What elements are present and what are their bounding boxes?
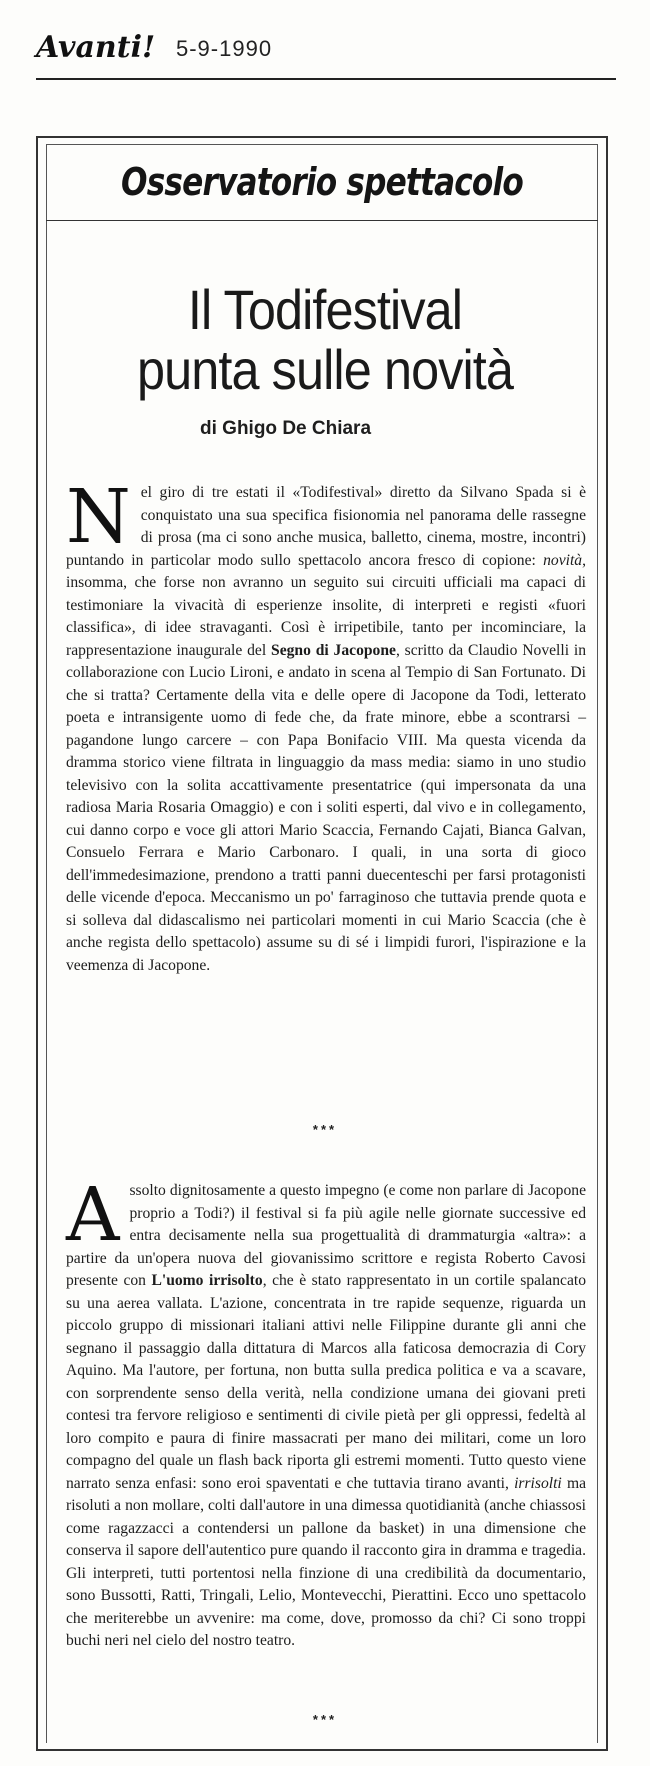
section-separator: *** xyxy=(312,1712,338,1727)
emphasis-text: irrisolti xyxy=(514,1474,562,1492)
paragraph-text: , che è stato rappresentato in un cortile spalancato su una aerea vallata. L'azione, concentrata in tre rapide sequenze, riguarda un piccolo gruppo di missionari italiani attivi nelle Filippine durante gli anni che segnano il passaggio dalla dittatura di Marcos alla faticosa democrazia di Cory Aquino. Ma l'autore, per fortuna, non butta sulla predica politica e va a scavare, con sorprendente senso della verità, nella condizione umana dei giovani preti contesi tra fervore religioso e sentimenti di civile pietà per gli oppressi, fedeltà al loro compito e paura di finire massacrati per mano dei militari, come un loro compagno del quale un flash back riporta gli estremi momenti. Tutto questo viene narrato senza enfasi: sono eroi spaventati e che tuttavia tirano avanti, xyxy=(66,1272,587,1492)
article-paragraph-1 xyxy=(66,474,586,977)
play-title: L'uomo irrisolto xyxy=(151,1272,263,1289)
paragraph-text: ssolto dignitosamente a questo impegno (e come non parlare di Jacopone proprio a Todi?) il festival si fa più agile nelle giornate successive ed entra decisamente nella sua progettualità di drammaturgia «altra»: a partire da un'opera nuova del giovanissimo scrittore e regista Roberto Cavosi presente con xyxy=(66,1182,586,1289)
headline-line-1: Il Todifestival xyxy=(187,278,463,341)
paragraph-text: , scritto da Claudio Novelli in collaborazione con Lucio Lironi, e andato in scena al Tempio di San Fortunato. Di che si tratta? Certamente della vita e delle opere di Jacopone da Todi, letterato poeta e intransigente uomo di fede che, da frate minore, ebbe a scontrarsi – pagandone lungo carcere – con Papa Bonifacio VIII. Ma questa vicenda da dramma storico viene filtrata in linguaggio da mass media: siamo in uno studio televisivo con la solita accattivamente presentatrice (qui impersonata da una radiosa Maria Rosaria Omaggio) e con i soliti esperti, dal vivo e in collegamento, cui danno corpo e voce gli attori Mario Scaccia, Fernando Cajati, Bianca Galvan, Consuelo Ferrara e Mario Carbonaro. I quali, in una sorta di gioco dell'immedesimazione, prendono a tratti panni duecenteschi per farsi protagonisti delle vicende d'epoca. Meccanismo un po' farraginoso che tuttavia prende quota e si solleva dal didascalismo nei particolari momenti in cui Mario Scaccia (che è anche regista dello spettacolo) assume su di sé i limpidi furori, l'ispirazione e la veemenza di Jacopone. xyxy=(66,641,586,974)
emphasis-text: novità xyxy=(543,551,583,569)
drop-cap: A xyxy=(66,1172,120,1258)
publication-date: 5-9-1990 xyxy=(176,36,273,61)
paragraph-text: , insomma, che forse non avranno un seguito sui circuiti ufficiali ma capaci di testimoniare la vivacità di esperienze insolite, di interpreti e registi «fuori classifica», di idee stravaganti. Così è irripetibile, tanto per incominciare, la rappresentazione inaugurale del xyxy=(66,551,586,659)
article-paragraph-2 xyxy=(66,1172,587,1653)
paragraph-text: ma risoluti a non mollare, colti dall'autore in una dimessa quotidianità (anche chiassosi come ragazzacci a contendersi un pallone da basket) in una dimensione che conserva il sapore dell'autentico pure quando il racconto gira in dramma e tragedia. Gli interpreti, tutti portentosi nella finzione di una credibilità da documentario, sono Bussotti, Ratti, Tringali, Lelio, Montevecchi, Pierattini. Ecco uno spettacolo che meriterebbe un avvenire: ma come, dove, promosso da chi? Ci sono troppi buchi neri nel cielo del nostro teatro. xyxy=(66,1474,586,1649)
masthead xyxy=(36,30,616,80)
column-title-rule xyxy=(46,220,598,221)
paragraph-text: el giro di tre estati il «Todifestival» diretto da Silvano Spada si è conquistato una sua specifica fisionomia nel panorama delle rassegne di prosa (ma ci sono anche musica, balletto, cinema, mostre, incontri) puntando in particolar modo sullo spettacolo ancora fresco di copione: xyxy=(66,484,586,569)
play-title: Segno di Jacopone xyxy=(271,641,396,659)
frame-inner-top xyxy=(46,144,598,145)
column-title: Osservatorio spettacolo xyxy=(121,160,523,204)
newspaper-name: Avanti! xyxy=(36,30,156,65)
masthead-rule xyxy=(36,78,616,80)
headline-line-2: punta sulle novità xyxy=(136,338,514,401)
headline xyxy=(33,280,618,400)
drop-cap: N xyxy=(66,474,131,560)
section-separator: *** xyxy=(312,1122,338,1137)
byline: di Ghigo De Chiara xyxy=(200,418,372,439)
